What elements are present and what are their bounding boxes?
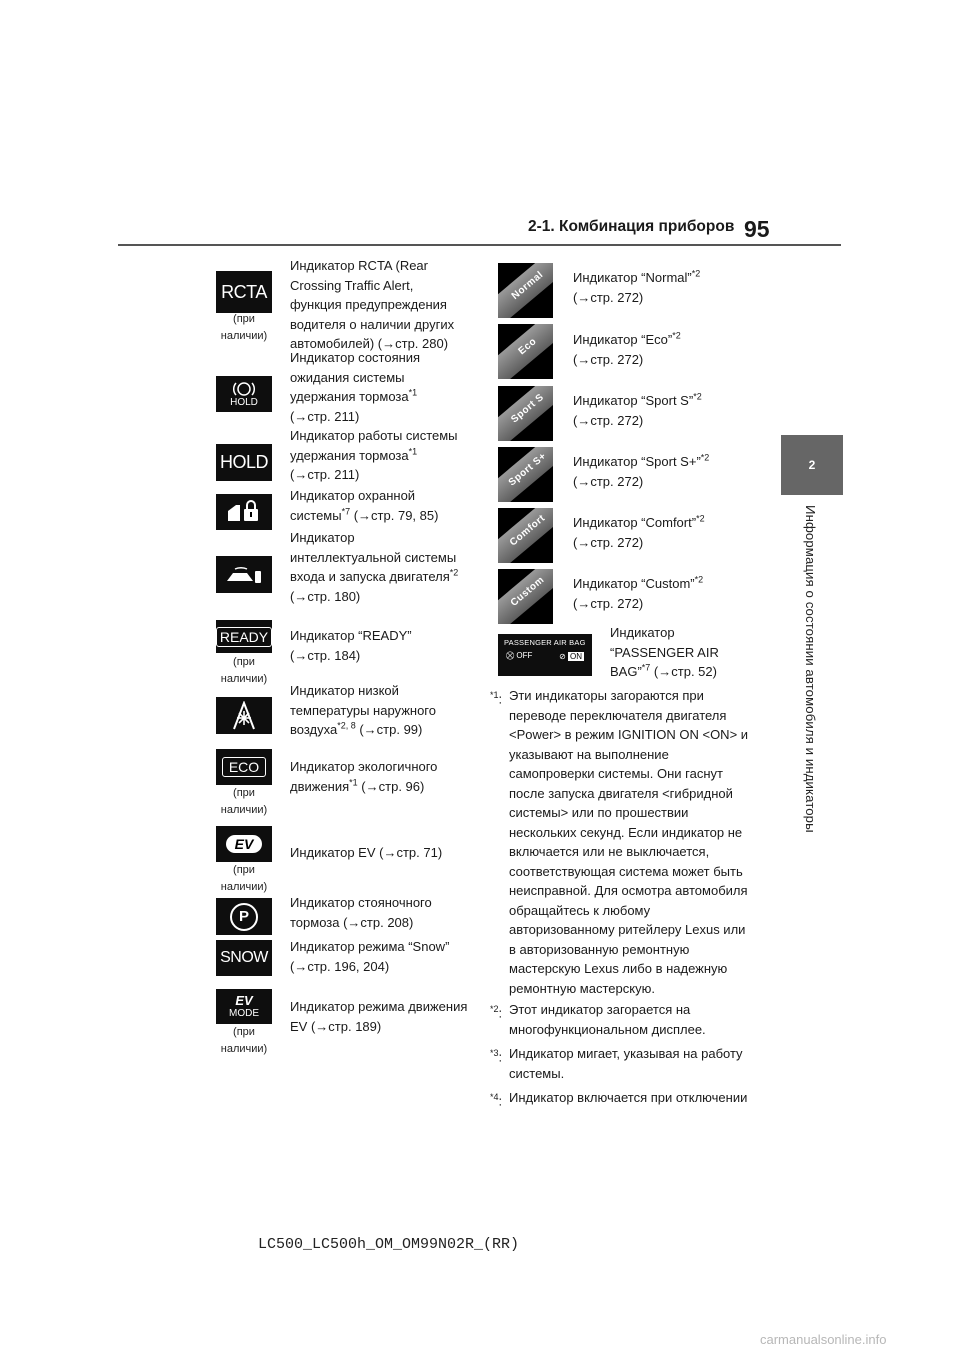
security-desc: Индикатор охранной системы$^{*7}$ (→стр. 79, 85) [290,488,439,523]
footnote-4: $^{*4}$: Индикатор включается при отключении [490,1090,748,1109]
ready-icon: READY [216,620,272,653]
eco-mode-desc: Индикатор “Eco”$^{*2}$ (→стр. 272) [573,330,681,367]
normal-desc: Индикатор “Normal”$^{*2}$ (→стр. 272) [573,268,701,305]
ready-desc: Индикатор “READY” (→стр. 184) [290,628,412,663]
airbag-off-icon: ⛒ OFF [506,651,533,660]
section-title: 2-1. Комбинация приборов [528,218,735,235]
ev-mode-icon: EV MODE [216,989,272,1024]
security-icon [216,494,272,530]
airbag-on-icon: ⊘ ON [559,651,582,661]
low-temp-desc: Индикатор низкой температуры наружного воздуха$^{*2, 8}$ (→стр. 99) [290,683,436,737]
low-temp-icon [216,697,272,734]
snow-icon: SNOW [216,940,272,976]
page-number: 95 [744,216,770,242]
hold-standby-icon: HOLD [216,376,272,412]
normal-mode-icon: Normal [498,263,553,318]
smart-key-icon [216,556,272,593]
sport-s-desc: Индикатор “Sport S”$^{*2}$ (→стр. 272) [573,391,702,428]
snow-desc: Индикатор режима “Snow” (→стр. 196, 204) [290,939,450,974]
footnote-1: $^{*1}$: Эти индикаторы загораются при переводе переключателя двигателя <Power> в режим IGNITION ON <ON> и указывают на выполнение самопроверки системы. Они гаснут после запуска двигателя <гибридной системы> или по прошествии нескольких секунд. Если индикатор не включается или не выключается, соответствующая система может быть неисправной. Для осмотра автомобиля обращайтесь к любому авторизованному ритейлеру Lexus или в авторизованную ремонтную мастерскую Lexus либо в надежную ремонтную мастерскую. [490,688,749,996]
eco-icon: ECO [216,749,272,785]
availability-note: (при наличии) [220,787,268,816]
chapter-side-title: Информация о состоянии автомобиля и индикаторы [803,505,818,833]
eco-mode-icon: Eco [498,324,553,379]
parking-brake-desc: Индикатор стояночного тормоза (→стр. 208) [290,895,432,930]
ev-icon: EV [216,826,272,862]
availability-note: (при наличии) [220,656,268,685]
comfort-desc: Индикатор “Comfort”$^{*2}$ (→стр. 272) [573,513,705,550]
footnote-3: $^{*3}$: Индикатор мигает, указывая на работу системы. [490,1046,743,1081]
availability-note: (при наличии) [220,313,268,342]
smart-key-desc: Индикатор интеллектуальной системы входа и запуска двигателя$^{*2}$ (→стр. 180) [290,530,459,604]
rcta-desc: Индикатор RCTA (Rear Crossing Traffic Alert, функция предупреждения водителя о наличии других автомобилей) (→стр. 280) [290,258,455,351]
airbag-desc: Индикатор “PASSENGER AIR BAG”$^{*7}$ (→стр. 52) [610,625,719,679]
passenger-airbag-icon: PASSENGER AIR BAG ⛒ OFF ⊘ ON [498,634,592,676]
ev-desc: Индикатор EV (→стр. 71) [290,845,443,860]
ev-mode-desc: Индикатор режима движения EV (→стр. 189) [290,999,468,1034]
availability-note: (при наличии) [220,864,268,893]
availability-note: (при наличии) [220,1026,268,1055]
hold-standby-desc: Индикатор состояния ожидания системы удержания тормоза$^{*1}$ (→стр. 211) [290,350,421,424]
eco-desc: Индикатор экологичного движения$^{*1}$ (→стр. 96) [290,759,438,794]
hold-desc: Индикатор работы системы удержания тормоза$^{*1}$ (→стр. 211) [290,428,458,482]
footnote-2: $^{*2}$: Этот индикатор загорается на многофункциональном дисплее. [490,1002,706,1037]
hold-icon: HOLD [216,444,272,481]
sport-s-plus-icon: Sport S+ [498,447,553,502]
sport-s-plus-desc: Индикатор “Sport S+”$^{*2}$ (→стр. 272) [573,452,710,489]
chapter-tab: 2 [781,435,843,495]
sport-s-icon: Sport S [498,386,553,441]
parking-brake-icon: P [216,898,272,935]
custom-icon: Custom [498,569,553,624]
watermark: carmanualsonline.info [760,1332,887,1347]
custom-desc: Индикатор “Custom”$^{*2}$ (→стр. 272) [573,574,704,611]
rcta-icon: RCTA [216,271,272,313]
document-code: LC500_LC500h_OM_OM99N02R_(RR) [258,1236,520,1253]
comfort-icon: Comfort [498,508,553,563]
header-rule [118,244,841,246]
